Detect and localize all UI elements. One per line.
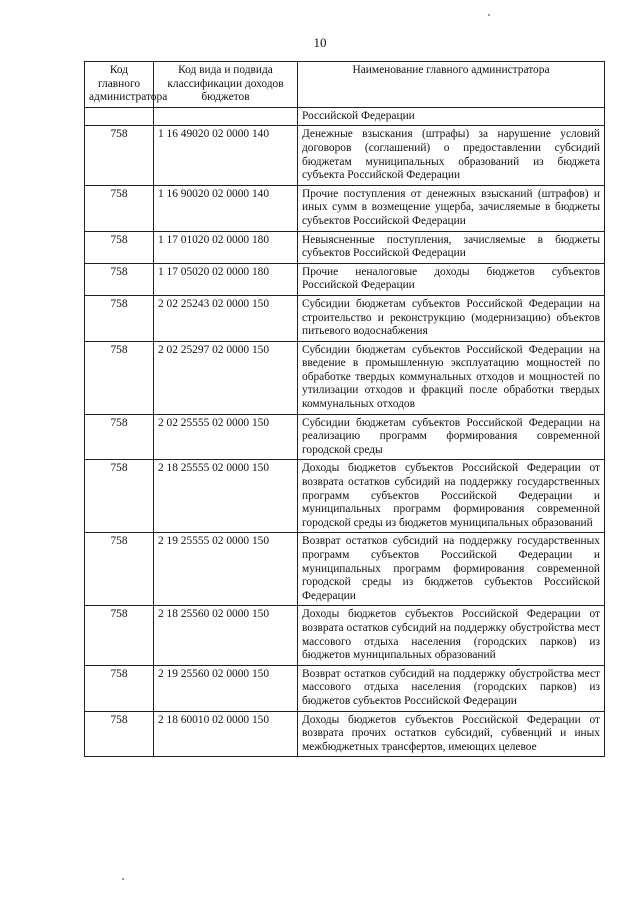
revenue-administrators-table [84, 61, 605, 757]
admin-name-cell: Субсидии бюджетам субъектов Российской Федерации на строительство и реконструкцию (модернизацию) объектов питьевого водоснабжения [298, 295, 605, 341]
continuation-code-cell [154, 107, 298, 126]
admin-code-cell: 758 [85, 231, 154, 263]
admin-name-cell: Прочие поступления от денежных взысканий (штрафов) и иных сумм в возмещение ущерба, зачисляемые в бюджеты субъектов Российской Федерации [298, 185, 605, 231]
admin-code-cell: 758 [85, 185, 154, 231]
table-row [85, 665, 605, 711]
admin-code-cell: 758 [85, 460, 154, 533]
header-admin-name: Наименование главного администратора [298, 62, 605, 108]
admin-name-cell: Денежные взыскания (штрафы) за нарушение условий договоров (соглашений) о предоставлении субсидий бюджетам муниципальных образований из бюджета субъекта Российской Федерации [298, 126, 605, 185]
table-row [85, 533, 605, 606]
admin-name-cell: Прочие неналоговые доходы бюджетов субъектов Российской Федерации [298, 263, 605, 295]
revenue-code-cell: 2 19 25560 02 0000 150 [154, 665, 298, 711]
continuation-admin-cell [85, 107, 154, 126]
scan-speck [122, 878, 124, 880]
revenue-code-cell: 2 18 25560 02 0000 150 [154, 606, 298, 665]
table-row [85, 711, 605, 757]
revenue-code-cell: 2 02 25555 02 0000 150 [154, 414, 298, 460]
admin-code-cell: 758 [85, 711, 154, 757]
table-header-row [85, 62, 605, 108]
admin-code-cell: 758 [85, 295, 154, 341]
scan-speck [488, 14, 490, 16]
header-revenue-code: Код вида и подвида классификации доходов бюджетов [154, 62, 298, 108]
header-admin-code: Код главного администратора [85, 62, 154, 108]
admin-name-cell: Доходы бюджетов субъектов Российской Федерации от возврата прочих остатков субсидий, субвенций и иных межбюджетных трансфертов, имеющих целевое [298, 711, 605, 757]
admin-code-cell: 758 [85, 606, 154, 665]
admin-code-cell: 758 [85, 665, 154, 711]
admin-name-cell: Возврат остатков субсидий на поддержку обустройства мест массового отдыха населения (городских парков) из бюджетов субъектов Российской Федерации [298, 665, 605, 711]
table-row [85, 126, 605, 185]
page-number: 10 [313, 35, 327, 50]
table-row [85, 263, 605, 295]
revenue-code-cell: 1 17 05020 02 0000 180 [154, 263, 298, 295]
admin-code-cell: 758 [85, 341, 154, 414]
revenue-code-cell: 2 18 60010 02 0000 150 [154, 711, 298, 757]
revenue-code-cell: 1 16 49020 02 0000 140 [154, 126, 298, 185]
revenue-code-cell: 2 19 25555 02 0000 150 [154, 533, 298, 606]
table-row [85, 231, 605, 263]
revenue-code-cell: 2 18 25555 02 0000 150 [154, 460, 298, 533]
table-row [85, 341, 605, 414]
continuation-name-cell: Российской Федерации [298, 107, 605, 126]
table-row [85, 606, 605, 665]
admin-name-cell: Доходы бюджетов субъектов Российской Федерации от возврата остатков субсидий на поддержку государственных программ субъектов Российской Федерации и муниципальных программ формирования современной городской среды из бюджетов муниципальных образований [298, 460, 605, 533]
admin-code-cell: 758 [85, 126, 154, 185]
revenue-code-cell: 1 16 90020 02 0000 140 [154, 185, 298, 231]
admin-name-cell: Субсидии бюджетам субъектов Российской Федерации на введение в промышленную эксплуатацию мощностей по обработке твердых коммунальных отходов и мощностей по утилизации отходов и фракций после обработки твердых коммунальных отходов [298, 341, 605, 414]
admin-code-cell: 758 [85, 263, 154, 295]
table-row [85, 185, 605, 231]
admin-name-cell: Доходы бюджетов субъектов Российской Федерации от возврата остатков субсидий на поддержку обустройства мест массового отдыха населения (городских парков) из бюджетов муниципальных образований [298, 606, 605, 665]
revenue-code-cell: 1 17 01020 02 0000 180 [154, 231, 298, 263]
admin-code-cell: 758 [85, 414, 154, 460]
table-row [85, 295, 605, 341]
admin-name-cell: Возврат остатков субсидий на поддержку государственных программ субъектов Российской Федерации и муниципальных программ формирования современной городской среды из бюджетов субъектов Российской Федерации [298, 533, 605, 606]
revenue-code-cell: 2 02 25243 02 0000 150 [154, 295, 298, 341]
revenue-code-cell: 2 02 25297 02 0000 150 [154, 341, 298, 414]
table-row [85, 414, 605, 460]
continuation-row [85, 107, 605, 126]
admin-code-cell: 758 [85, 533, 154, 606]
table-row [85, 460, 605, 533]
table-body [85, 107, 605, 757]
admin-name-cell: Невыясненные поступления, зачисляемые в бюджеты субъектов Российской Федерации [298, 231, 605, 263]
admin-name-cell: Субсидии бюджетам субъектов Российской Федерации на реализацию программ формирования современной городской среды [298, 414, 605, 460]
